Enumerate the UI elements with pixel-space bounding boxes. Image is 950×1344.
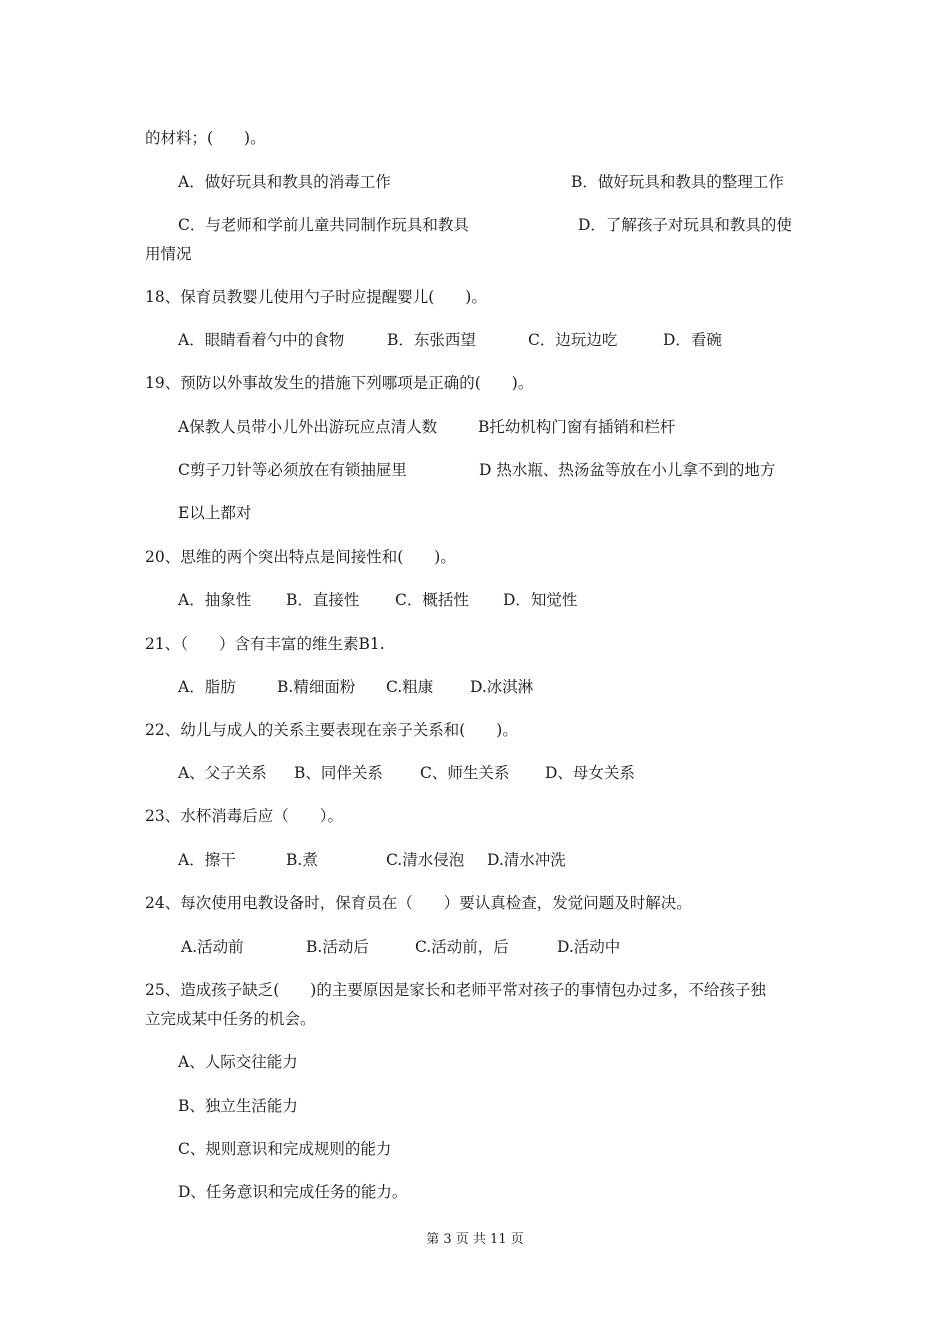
question-stem: 22、幼儿与成人的关系主要表现在亲子关系和( )。 bbox=[145, 721, 518, 739]
question-stem: 19、预防以外事故发生的措施下列哪项是正确的( )。 bbox=[145, 374, 534, 392]
option-a: A．擦干 bbox=[178, 851, 236, 869]
option-c: C．与老师和学前儿童共同制作玩具和教具 bbox=[178, 216, 469, 234]
option-d: D．知觉性 bbox=[503, 591, 578, 609]
question-stem: 24、每次使用电教设备时，保育员在（ ）要认真检查，发觉问题及时解决。 bbox=[145, 894, 692, 912]
option-e: E以上都对 bbox=[178, 504, 252, 522]
question-stem: 18、保育员教婴儿使用勺子时应提醒婴儿( )。 bbox=[145, 288, 487, 306]
option-c: C.清水侵泡 bbox=[386, 851, 465, 869]
option-d: D.冰淇淋 bbox=[470, 678, 534, 696]
option-b: B．做好玩具和教具的整理工作 bbox=[571, 173, 784, 191]
option-d-continued: 用情况 bbox=[145, 245, 192, 263]
option-a: A．脂肪 bbox=[178, 678, 236, 696]
question-stem-tail: 的材料；( )。 bbox=[145, 129, 266, 147]
option-c: C剪子刀针等必须放在有锁抽屉里 bbox=[178, 461, 407, 479]
question-stem: 20、思维的两个突出特点是间接性和( )。 bbox=[145, 548, 456, 566]
option-b: B．东张西望 bbox=[387, 331, 476, 349]
option-c: C、师生关系 bbox=[420, 764, 510, 782]
option-b: B.活动后 bbox=[306, 938, 369, 956]
option-b: B.煮 bbox=[286, 851, 318, 869]
option-a: A、父子关系 bbox=[178, 764, 267, 782]
option-a: A．做好玩具和教具的消毒工作 bbox=[178, 173, 391, 191]
option-b: B、同伴关系 bbox=[294, 764, 383, 782]
question-stem: 23、水杯消毒后应（ ）。 bbox=[145, 807, 343, 825]
option-c: C．边玩边吃 bbox=[528, 331, 618, 349]
option-a: A保教人员带小儿外出游玩应点清人数 bbox=[178, 418, 438, 436]
option-c: C、规则意识和完成规则的能力 bbox=[178, 1140, 392, 1158]
option-a: A、人际交往能力 bbox=[178, 1053, 298, 1071]
option-d: D．看碗 bbox=[663, 331, 722, 349]
option-d: D 热水瓶、热汤盆等放在小儿拿不到的地方 bbox=[479, 461, 776, 479]
question-stem: 21、（ ）含有丰富的维生素B1. bbox=[145, 635, 385, 653]
option-d: D．了解孩子对玩具和教具的使 bbox=[578, 216, 792, 234]
option-b: B托幼机构门窗有插销和栏杆 bbox=[478, 418, 676, 436]
option-d: D、任务意识和完成任务的能力。 bbox=[178, 1183, 408, 1201]
option-d: D.清水冲洗 bbox=[487, 851, 566, 869]
question-stem-continued: 立完成某中任务的机会。 bbox=[145, 1010, 316, 1028]
page-footer: 第 3 页 共 11 页 bbox=[426, 1232, 524, 1247]
option-d: D、母女关系 bbox=[545, 764, 635, 782]
option-a: A．抽象性 bbox=[178, 591, 252, 609]
option-b: B、独立生活能力 bbox=[178, 1097, 298, 1115]
option-c: C.活动前，后 bbox=[415, 938, 509, 956]
option-b: B.精细面粉 bbox=[277, 678, 356, 696]
option-d: D.活动中 bbox=[557, 938, 621, 956]
question-stem: 25、造成孩子缺乏( )的主要原因是家长和老师平常对孩子的事情包办过多，不给孩子独 bbox=[145, 981, 766, 999]
option-a: A.活动前 bbox=[181, 938, 244, 956]
option-b: B．直接性 bbox=[286, 591, 360, 609]
option-c: C.粗康 bbox=[386, 678, 434, 696]
option-a: A．眼睛看着勺中的食物 bbox=[178, 331, 345, 349]
option-c: C．概括性 bbox=[395, 591, 469, 609]
